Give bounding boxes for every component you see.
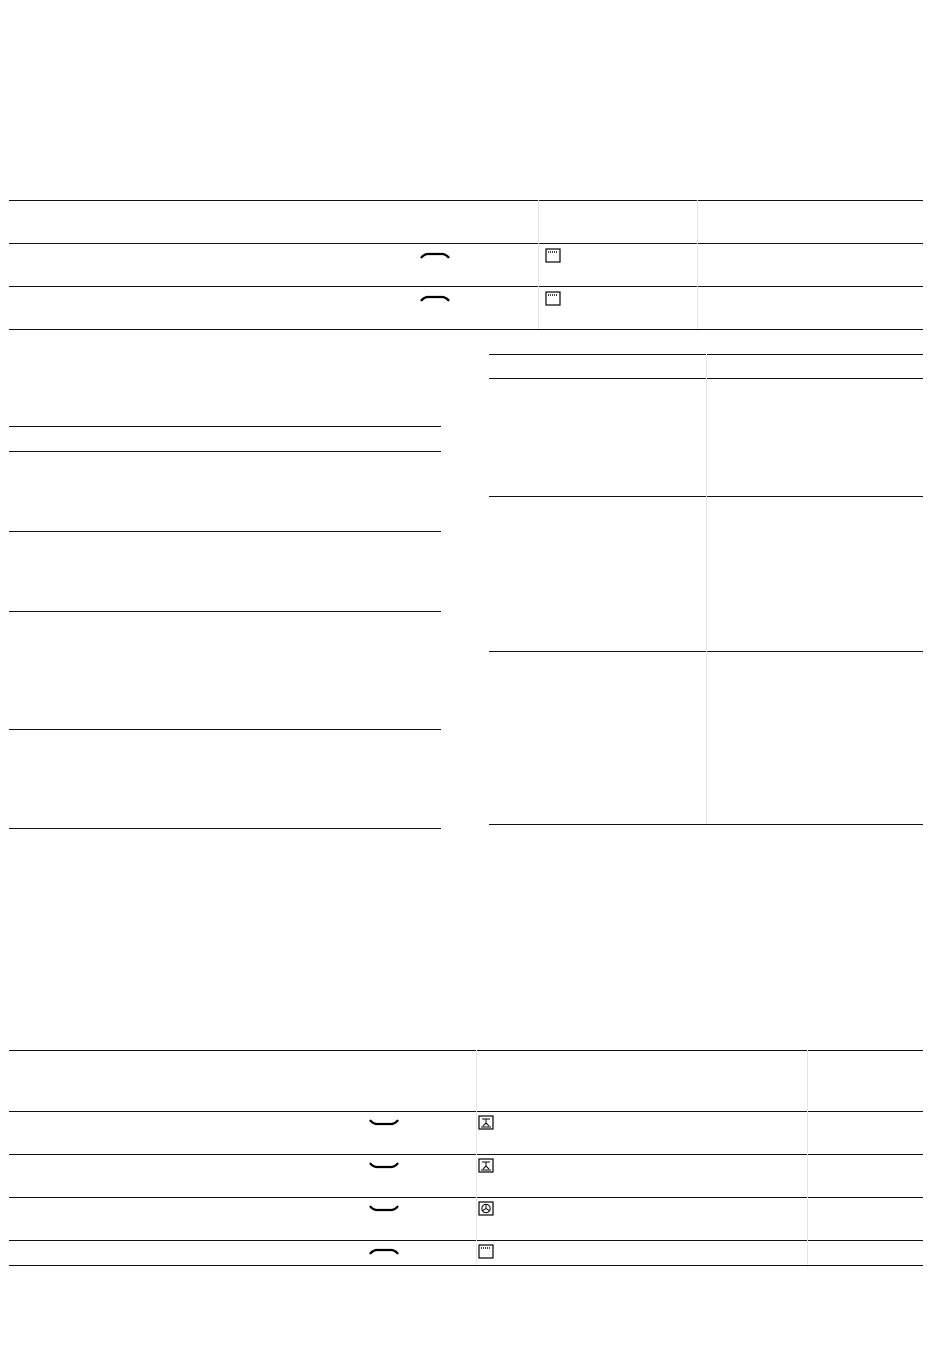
table-rule: [9, 1154, 923, 1155]
table-rule: [9, 286, 923, 287]
table-rule: [9, 426, 441, 427]
table-rule: [9, 1265, 923, 1266]
top-bottom-heat-icon: [478, 1244, 494, 1259]
bottom-heat-fan-icon: [478, 1158, 494, 1173]
shelf-position-bottom-icon: [368, 1203, 400, 1215]
table-rule: [9, 1111, 923, 1112]
table-rule: [9, 1050, 923, 1051]
shelf-position-bottom-icon: [368, 1160, 400, 1172]
table-rule: [9, 531, 441, 532]
table-rule: [9, 451, 441, 452]
table-rule: [9, 200, 923, 201]
table-rule: [9, 243, 923, 244]
table-rule: [9, 611, 441, 612]
column-divider: [697, 200, 698, 329]
column-divider: [538, 200, 539, 329]
shelf-position-top-icon: [368, 1245, 400, 1257]
hot-air-fan-icon: [478, 1201, 494, 1216]
column-divider: [807, 1050, 808, 1265]
column-divider: [706, 354, 707, 824]
top-bottom-heat-icon: [545, 248, 561, 263]
table-rule: [9, 329, 923, 330]
column-divider: [476, 1050, 477, 1265]
shelf-position-bottom-icon: [368, 1117, 400, 1129]
bottom-heat-fan-icon: [478, 1115, 494, 1130]
table-rule: [9, 1197, 923, 1198]
table-rule: [9, 1240, 923, 1241]
shelf-position-top-icon: [419, 249, 451, 261]
table-rule: [9, 828, 441, 829]
table-rule: [489, 824, 923, 825]
shelf-position-top-icon: [419, 292, 451, 304]
table-rule: [9, 729, 441, 730]
top-bottom-heat-icon: [545, 291, 561, 306]
